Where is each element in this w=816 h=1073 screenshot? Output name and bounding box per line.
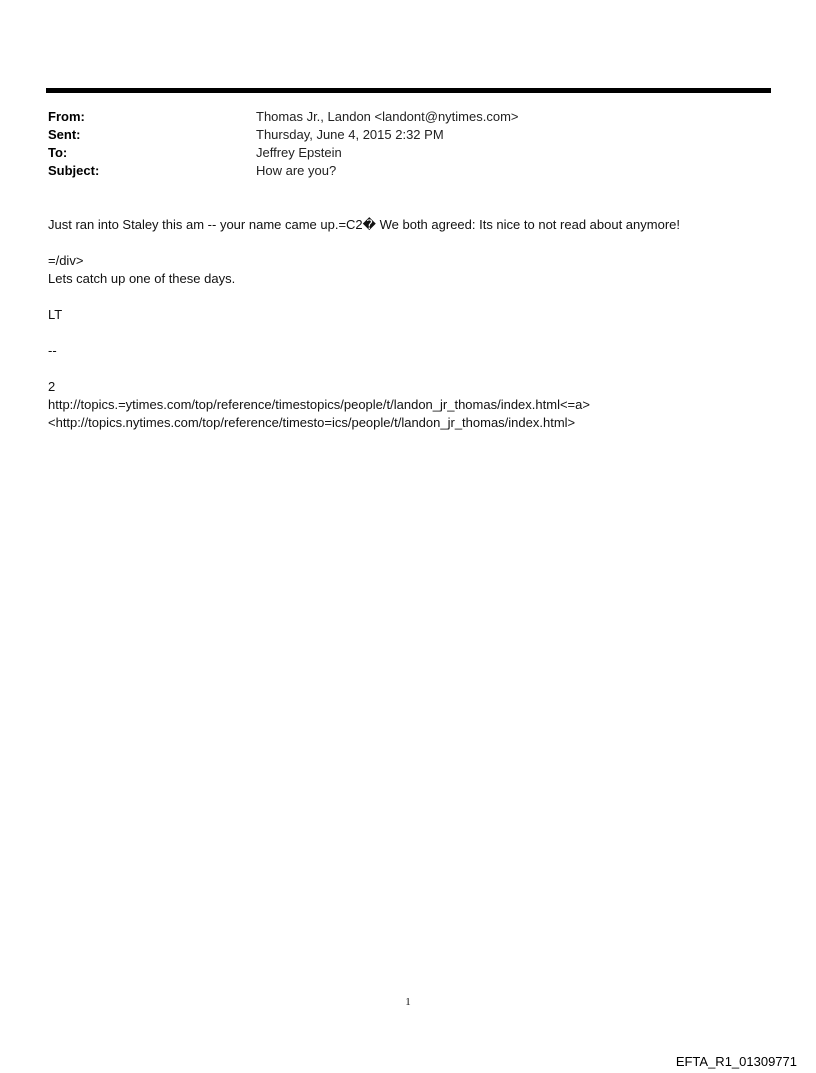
from-value: Thomas Jr., Landon <landont@nytimes.com> xyxy=(256,109,519,124)
to-value: Jeffrey Epstein xyxy=(256,145,342,160)
body-spacer xyxy=(48,288,768,306)
body-line-greeting: Just ran into Staley this am -- your name came up.=C2� We both agreed: Its nice to not read about anymore! xyxy=(48,217,680,232)
to-row xyxy=(48,144,748,162)
from-row xyxy=(48,108,748,126)
subject-row xyxy=(48,162,748,180)
page-number: 1 xyxy=(405,996,411,1008)
body-link-1[interactable]: http://topics.=ytimes.com/top/reference/timestopics/people/t/landon_jr_thomas/index.html<=a> xyxy=(48,397,590,412)
body-line-separator: -- xyxy=(48,343,57,358)
body-spacer xyxy=(48,234,768,252)
body-line-div-artifact: =/div> xyxy=(48,253,84,268)
body-spacer xyxy=(48,324,768,342)
email-body xyxy=(48,216,768,432)
to-label: To: xyxy=(48,145,68,160)
body-line-signature: LT xyxy=(48,307,63,322)
sent-value: Thursday, June 4, 2015 2:32 PM xyxy=(256,127,444,142)
body-line-catch-up: Lets catch up one of these days. xyxy=(48,271,236,286)
body-line-number: 2 xyxy=(48,379,56,394)
document-id: EFTA_R1_01309771 xyxy=(675,1054,797,1069)
subject-value: How are you? xyxy=(256,163,337,178)
email-headers xyxy=(48,108,748,180)
header-rule xyxy=(46,88,771,93)
from-label: From: xyxy=(48,109,85,124)
body-spacer xyxy=(48,360,768,378)
sent-row xyxy=(48,126,748,144)
subject-label: Subject: xyxy=(48,163,100,178)
body-link-2[interactable]: <http://topics.nytimes.com/top/reference/timesto=ics/people/t/landon_jr_thomas/index.html> xyxy=(48,415,576,430)
sent-label: Sent: xyxy=(48,127,81,142)
